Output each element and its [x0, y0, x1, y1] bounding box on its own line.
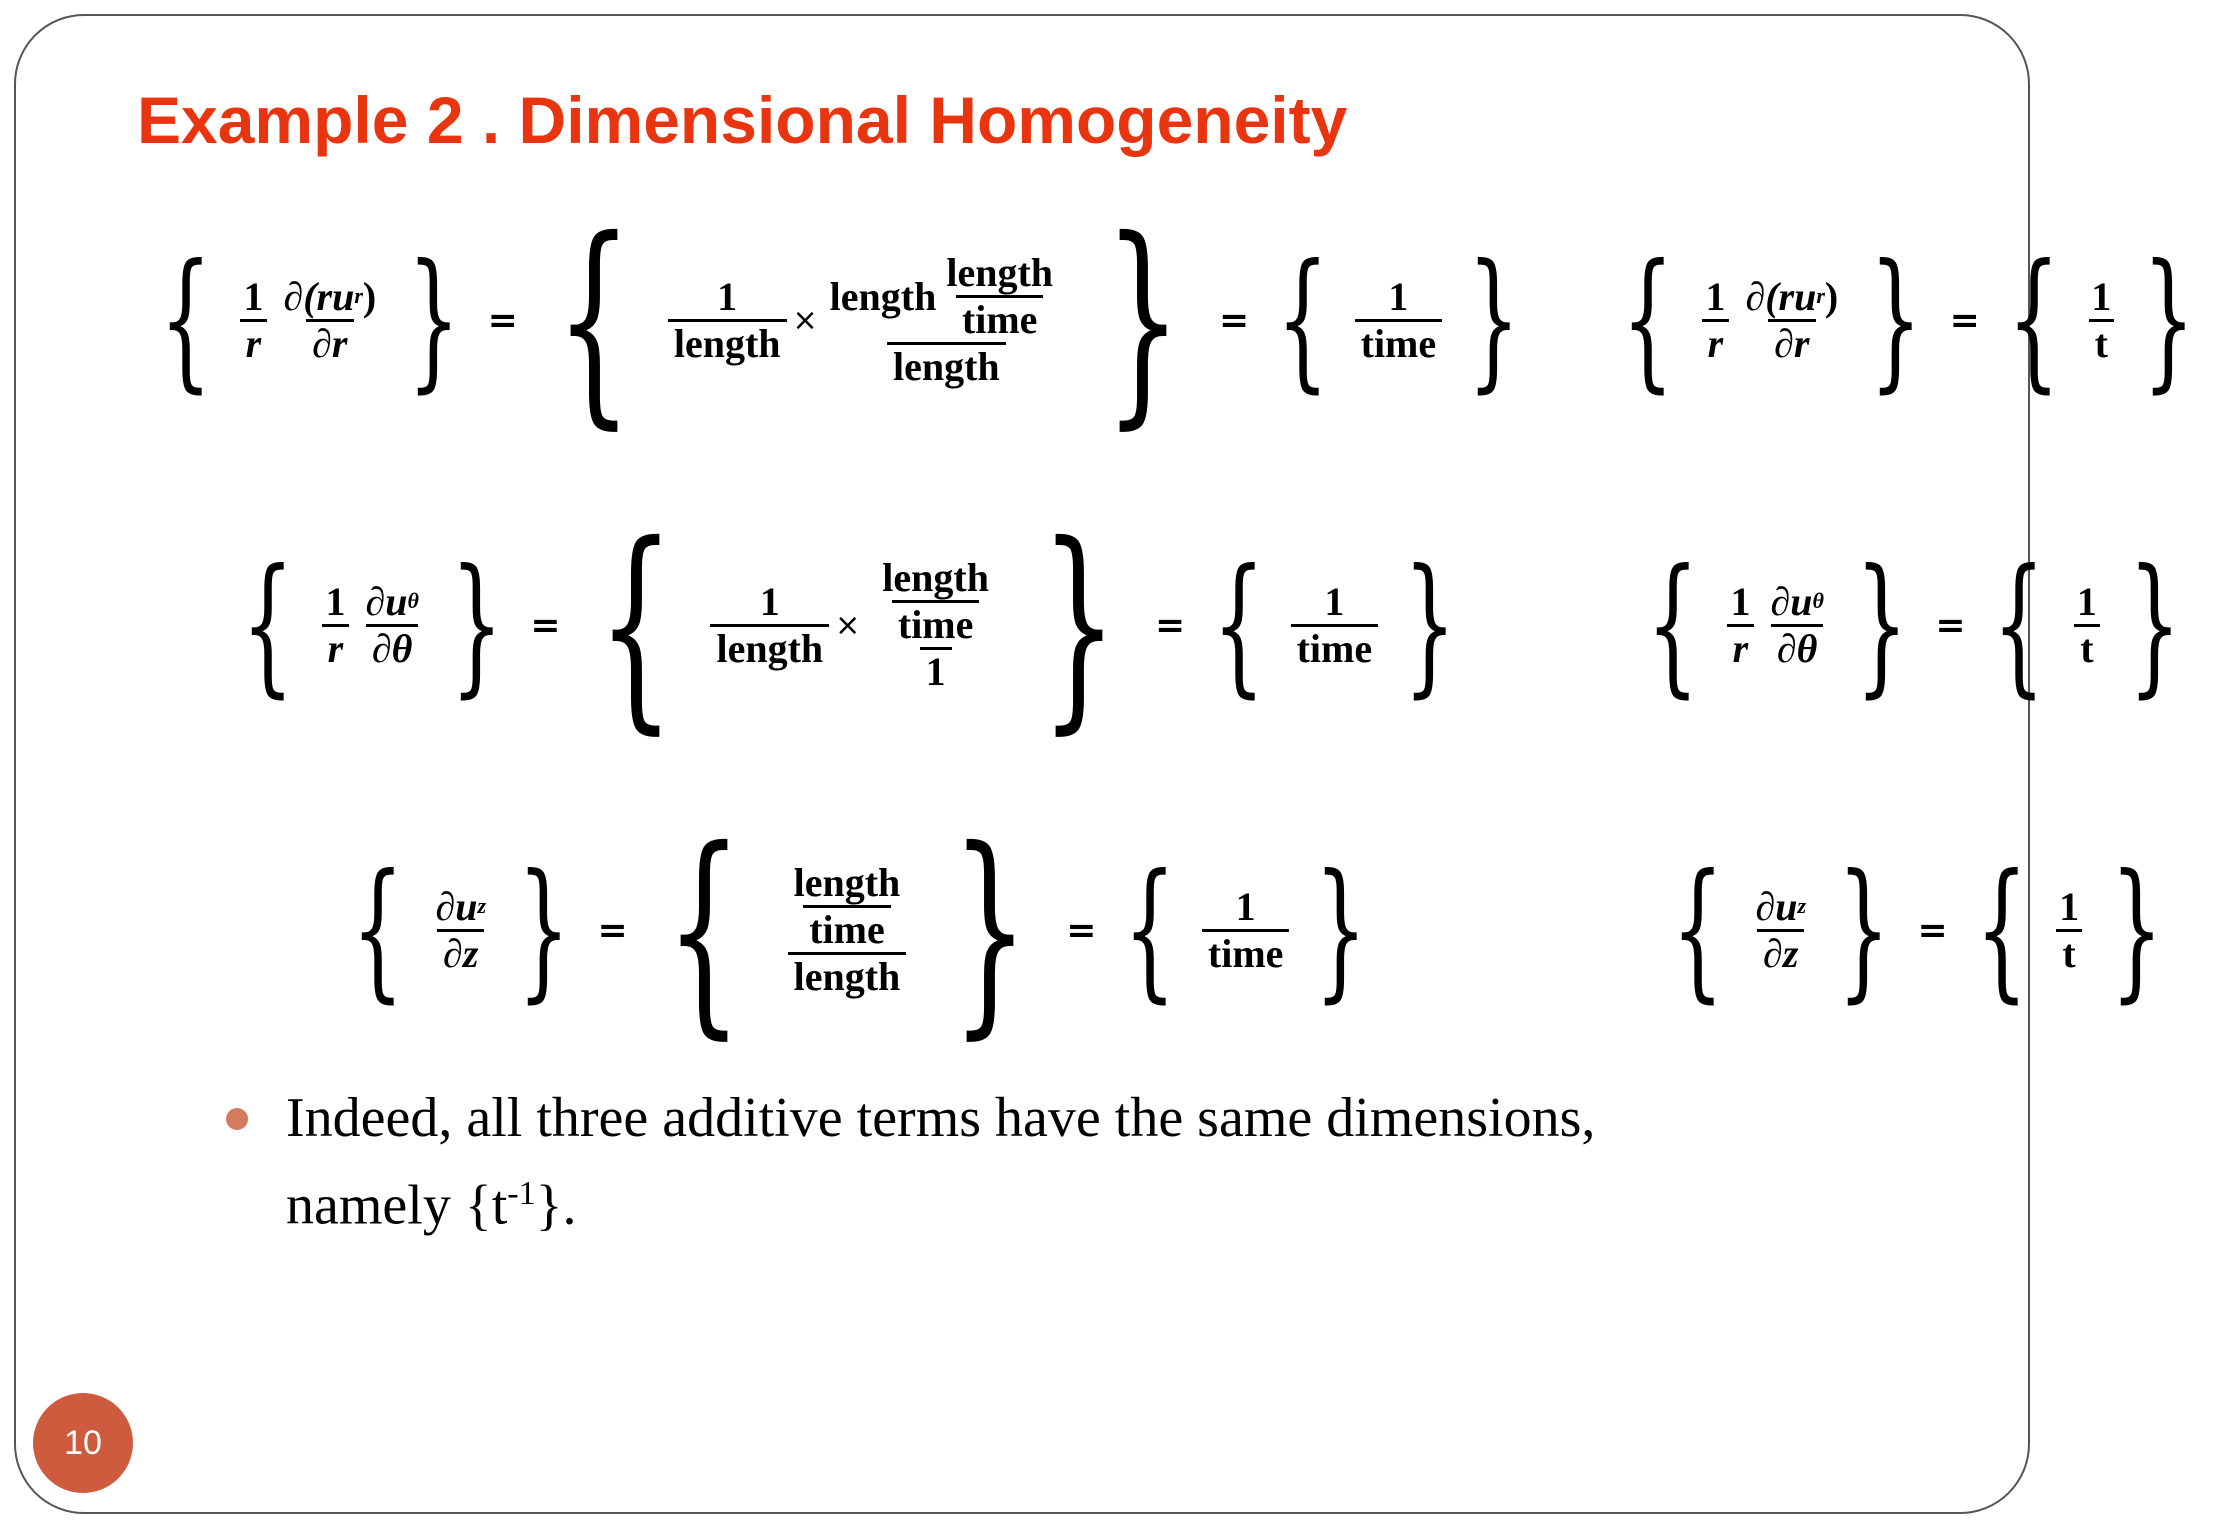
equation-2-long: { $\frac{1}{r}$ ∂u θ ∂θ } = { $\frac{1}{\text{length}}$ × $\frac{\frac{\text{length}}{\text{time}}}{1}$ } = { $\frac{1}{\text{time}}$ }: [241, 497, 1457, 753]
bullet-point: [228, 1080, 1788, 1244]
equation-1-short: { $\frac{1}{r}$ ∂(ru r ) ∂r } = { $\frac{1}{t}$ }: [1621, 233, 2196, 407]
page-number-badge: 10: [33, 1393, 133, 1493]
bullet-dot-icon: [226, 1108, 248, 1130]
equation-3-long: { ∂u z ∂z } = { $\frac{\frac{\text{length}}{\text{time}}}{\text{length}}$ } = { $\frac{1}{\text{time}}$ }: [351, 802, 1368, 1058]
equation-2-short: { $\frac{1}{r}$ ∂u θ ∂θ } = { $\frac{1}{t}$ }: [1646, 538, 2181, 712]
equation-1-long: { $\frac{1}{r}$ ∂(ru r ) ∂r } = { $\frac{1}{\text{length}}$ × length $\frac{\text{length}}{\text{time}}$ length } = { $\frac{1}{\text{time}}$ }: [159, 192, 1521, 448]
slide-title: Example 2 . Dimensional Homogeneity: [137, 83, 1348, 157]
equation-3-short: { ∂u z ∂z } = { $\frac{1}{t}$ }: [1671, 843, 2164, 1017]
bullet-text: Indeed, all three additive terms have the same dimensions, namely $\{t^{-1}\}$.: [286, 1087, 1596, 1237]
